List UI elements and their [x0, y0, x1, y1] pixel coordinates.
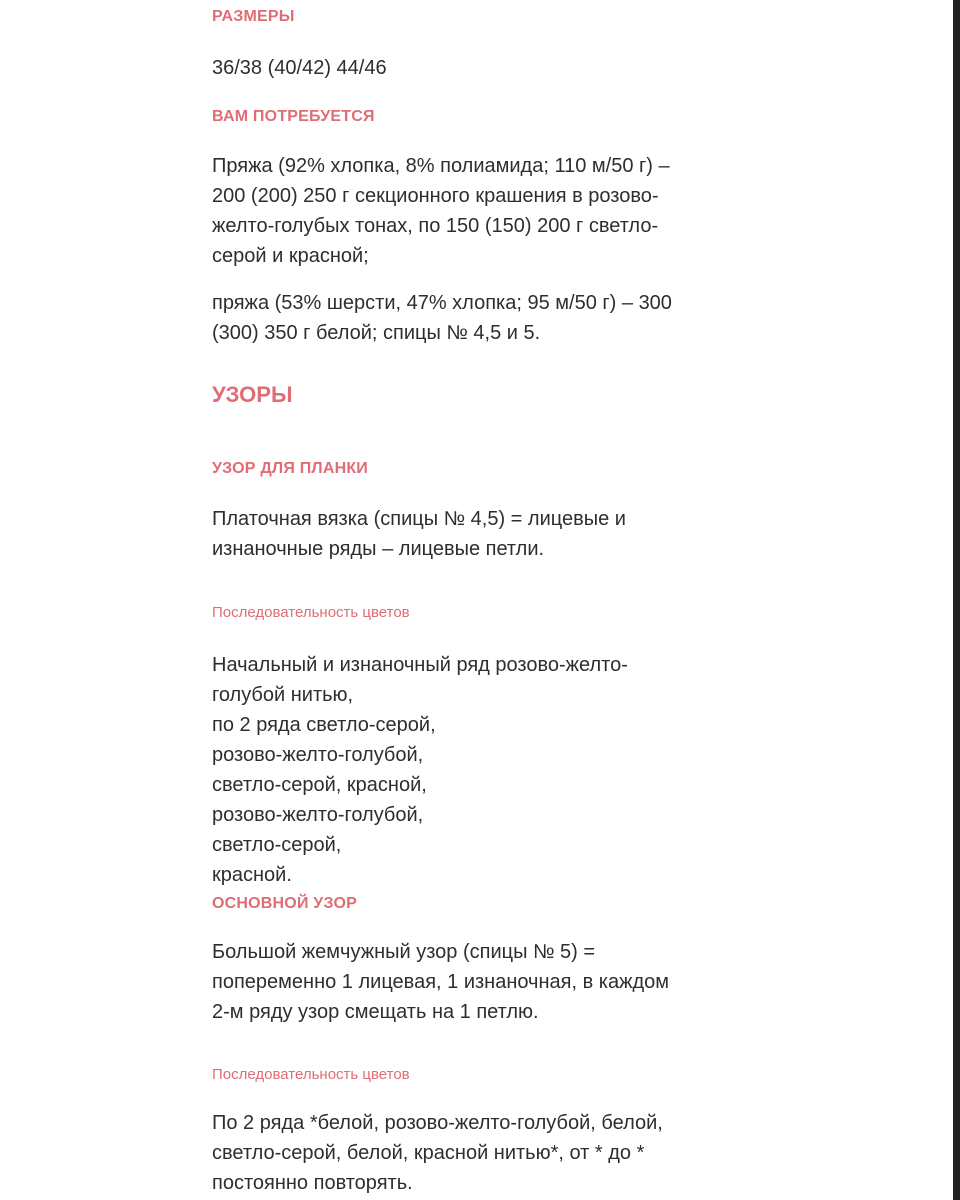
text-line: (300) 350 г белой; спицы № 4,5 и 5. [212, 322, 541, 344]
text-line: Платочная вязка (спицы № 4,5) = лицевые и [212, 508, 626, 530]
text-line: По 2 ряда *белой, розово-желто-голубой, белой, [212, 1112, 663, 1134]
text-line: светло-серой, белой, красной нитью*, от * до * [212, 1142, 645, 1164]
materials-yarn1 [212, 151, 670, 271]
text-line: Начальный и изнаночный ряд розово-желто- [212, 654, 628, 676]
main-pattern-heading: ОСНОВНОЙ УЗОР [212, 895, 357, 912]
main-color-sequence-heading: Последовательность цветов [212, 1066, 410, 1083]
materials-heading: ВАМ ПОТРЕБУЕТСЯ [212, 108, 375, 125]
text-line: розово-желто-голубой, [212, 744, 424, 766]
sizes-heading: РАЗМЕРЫ [212, 8, 295, 25]
main-color-sequence-text [212, 1108, 663, 1198]
placket-color-sequence-text [212, 650, 628, 890]
placket-pattern-heading: УЗОР ДЛЯ ПЛАНКИ [212, 460, 368, 477]
text-line: Пряжа (92% хлопка, 8% полиамида; 110 м/50 г) – [212, 155, 670, 177]
text-line: серой и красной; [212, 245, 369, 267]
text-line: красной. [212, 864, 292, 886]
text-line: 2-м ряду узор смещать на 1 петлю. [212, 1001, 539, 1023]
text-line: Большой жемчужный узор (спицы № 5) = [212, 941, 596, 963]
text-line: светло-серой, красной, [212, 774, 427, 796]
materials-yarn2 [212, 288, 672, 348]
text-line: изнаночные ряды – лицевые петли. [212, 538, 545, 560]
text-line: розово-желто-голубой, [212, 804, 424, 826]
text-line: светло-серой, [212, 834, 342, 856]
main-pattern-text [212, 937, 669, 1027]
sizes-text: 36/38 (40/42) 44/46 [212, 57, 387, 79]
placket-color-sequence-heading: Последовательность цветов [212, 604, 410, 621]
text-line: 200 (200) 250 г секционного крашения в розово- [212, 185, 659, 207]
text-line: желто-голубых тонах, по 150 (150) 200 г светло- [212, 215, 659, 237]
text-line: пряжа (53% шерсти, 47% хлопка; 95 м/50 г) – 300 [212, 292, 672, 314]
patterns-heading: УЗОРЫ [212, 382, 293, 407]
text-line: голубой нитью, [212, 684, 354, 706]
text-line: по 2 ряда светло-серой, [212, 714, 436, 736]
right-border [953, 0, 960, 1200]
text-line: постоянно повторять. [212, 1172, 413, 1194]
placket-pattern-text [212, 504, 626, 564]
text-line: попеременно 1 лицевая, 1 изнаночная, в каждом [212, 971, 670, 993]
